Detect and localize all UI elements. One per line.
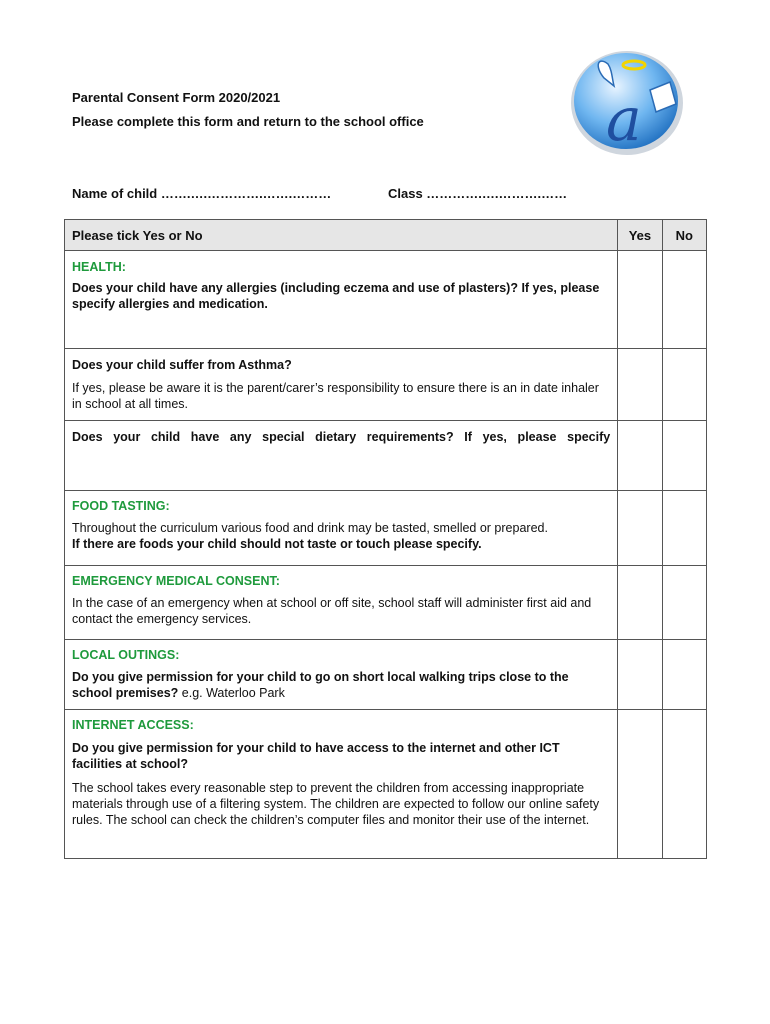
table-row-dietary — [65, 421, 707, 491]
emergency-text: In the case of an emergency when at school or off site, school staff will administer first aid and contact the emergency services. — [72, 596, 592, 626]
asthma-question: Does your child suffer from Asthma? — [72, 358, 292, 372]
table-row-food-tasting — [65, 491, 707, 566]
table-row-emergency — [65, 566, 707, 640]
consent-table — [64, 219, 707, 859]
food-tasting-no-box[interactable] — [662, 491, 706, 566]
dietary-question: Does your child have any special dietary requirements? If yes, please specify — [72, 430, 611, 444]
dietary-no-box[interactable] — [662, 421, 706, 491]
table-row-internet-access — [65, 710, 707, 859]
internet-access-yes-box[interactable] — [618, 710, 662, 859]
dietary-cell — [65, 421, 618, 491]
food-tasting-cell — [65, 491, 618, 566]
class-field[interactable]: Class ………….….……….…… — [388, 186, 568, 201]
form-title: Parental Consent Form 2020/2021 — [72, 90, 281, 105]
local-outings-example: e.g. Waterloo Park — [178, 686, 285, 700]
asthma-no-box[interactable] — [662, 349, 706, 421]
section-heading-health: HEALTH: — [72, 260, 126, 274]
food-tasting-yes-box[interactable] — [618, 491, 662, 566]
child-name-field[interactable]: Name of child …….….………….…….……… — [72, 186, 332, 201]
table-header-row — [65, 220, 707, 251]
emergency-no-box[interactable] — [662, 566, 706, 640]
section-heading-internet-access: INTERNET ACCESS: — [72, 718, 194, 732]
form-instructions: Please complete this form and return to the school office — [72, 114, 424, 129]
allergies-question: Does your child have any allergies (including eczema and use of plasters)? If yes, please specify allergies and medication. — [72, 281, 600, 311]
local-outings-question-text — [72, 669, 610, 701]
section-heading-local-outings: LOCAL OUTINGS: — [72, 648, 180, 662]
internet-access-no-box[interactable] — [662, 710, 706, 859]
column-header-yes: Yes — [618, 220, 662, 251]
asthma-cell — [65, 349, 618, 421]
internet-access-question: Do you give permission for your child to have access to the internet and other ICT facilities at school? — [72, 741, 560, 771]
local-outings-question: Do you give permission for your child to go on short local walking trips close to the school premises? — [72, 670, 569, 700]
local-outings-cell — [65, 640, 618, 710]
section-heading-food-tasting: FOOD TASTING: — [72, 499, 170, 513]
table-row-asthma — [65, 349, 707, 421]
emergency-yes-box[interactable] — [618, 566, 662, 640]
food-tasting-text: Throughout the curriculum various food and drink may be tasted, smelled or prepared. — [72, 521, 548, 535]
asthma-note: If yes, please be aware it is the parent/carer’s responsibility to ensure there is an in date inhaler in school at all times. — [72, 381, 599, 411]
column-header-question: Please tick Yes or No — [65, 220, 618, 251]
school-logo — [568, 48, 686, 158]
dietary-yes-box[interactable] — [618, 421, 662, 491]
section-heading-emergency: EMERGENCY MEDICAL CONSENT: — [72, 574, 280, 588]
svg-text:a: a — [606, 85, 642, 155]
food-tasting-question: If there are foods your child should not taste or touch please specify. — [72, 537, 482, 551]
local-outings-no-box[interactable] — [662, 640, 706, 710]
asthma-yes-box[interactable] — [618, 349, 662, 421]
allergies-yes-box[interactable] — [618, 251, 662, 349]
local-outings-yes-box[interactable] — [618, 640, 662, 710]
internet-access-cell — [65, 710, 618, 859]
table-row-allergies — [65, 251, 707, 349]
table-row-local-outings — [65, 640, 707, 710]
column-header-no: No — [662, 220, 706, 251]
emergency-cell — [65, 566, 618, 640]
internet-access-text: The school takes every reasonable step to prevent the children from accessing inappropriate materials through use of a filtering system. The children are expected to follow our online safety rules. The school can check the children’s computer files and monitor their use of the internet. — [72, 781, 600, 827]
allergies-cell — [65, 251, 618, 349]
allergies-no-box[interactable] — [662, 251, 706, 349]
